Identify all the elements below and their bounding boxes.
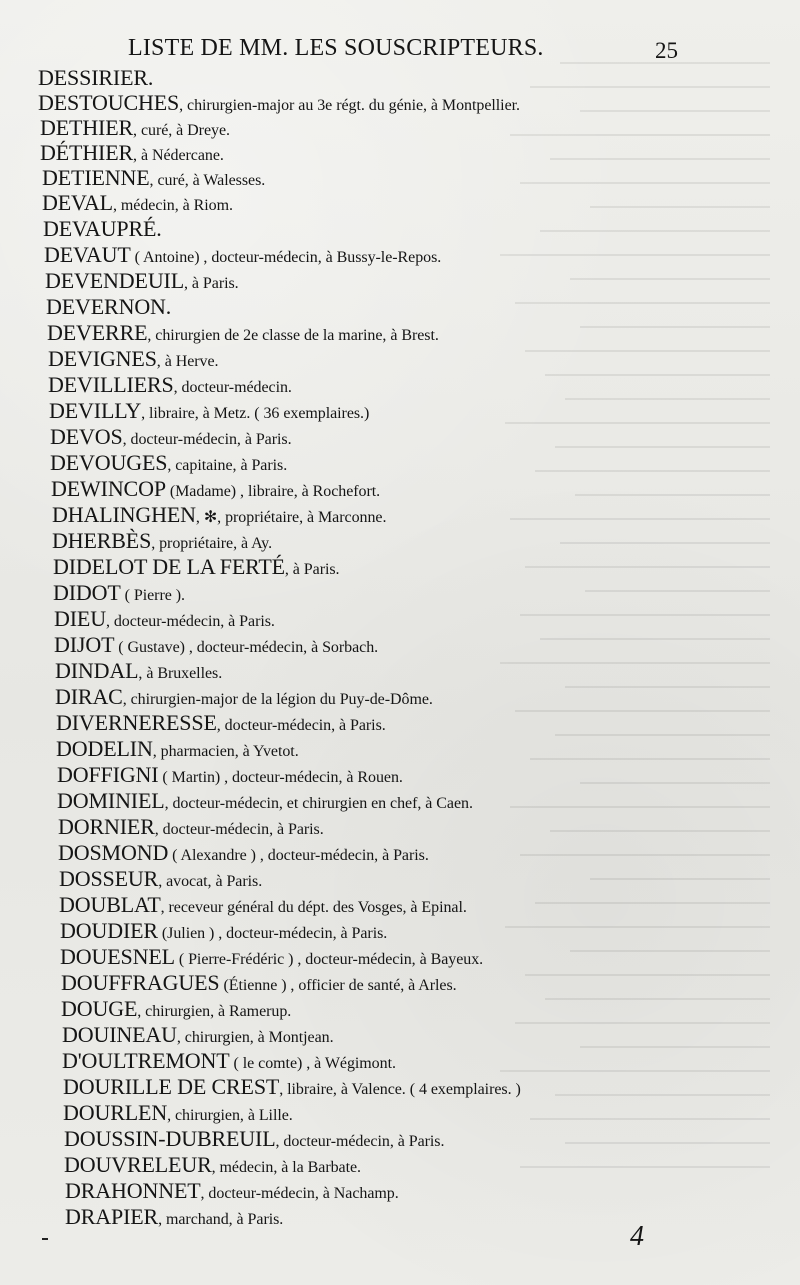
subscriber-name: DIJOT xyxy=(54,632,115,657)
subscriber-name: DOFFIGNI xyxy=(57,762,159,787)
subscriber-name: DOUFFRAGUES xyxy=(61,970,220,995)
subscriber-name: DESSIRIER. xyxy=(38,65,154,90)
subscriber-name: DOUSSIN-DUBREUIL xyxy=(64,1126,276,1151)
list-item xyxy=(61,996,292,1022)
list-item xyxy=(60,944,484,970)
subscriber-name: DOSMOND xyxy=(58,840,169,865)
list-item xyxy=(55,684,433,710)
subscriber-name: DEVIGNES xyxy=(48,346,157,371)
list-item xyxy=(54,606,275,632)
subscriber-name: DEVERNON. xyxy=(46,294,172,319)
list-item xyxy=(57,788,473,814)
list-item xyxy=(52,502,387,528)
subscriber-name: DEVILLIERS xyxy=(48,372,174,397)
subscriber-name: DEVENDEUIL xyxy=(45,268,185,293)
subscriber-name: DORNIER xyxy=(58,814,155,839)
subscriber-details: , chirurgien, à Montjean. xyxy=(176,1029,334,1046)
list-item xyxy=(49,398,370,424)
subscriber-name: DIDELOT DE LA FERTÉ xyxy=(53,554,285,579)
subscriber-details: , docteur-médecin. xyxy=(173,379,292,396)
subscriber-details: ( Antoine) , docteur-médecin, à Bussy-le-Repos. xyxy=(130,249,442,266)
subscriber-details: , à Paris. xyxy=(284,561,340,578)
subscriber-name: DOURLEN xyxy=(63,1100,168,1125)
list-item xyxy=(50,450,288,476)
list-item xyxy=(63,1100,293,1126)
subscriber-name: DINDAL xyxy=(55,658,139,683)
list-item xyxy=(64,1152,362,1178)
list-item xyxy=(51,476,381,502)
list-item xyxy=(58,840,429,866)
subscriber-name: DRAHONNET xyxy=(65,1178,201,1203)
list-item xyxy=(48,372,292,398)
subscriber-details: ( Pierre-Frédéric ) , docteur-médecin, à Bayeux. xyxy=(174,951,484,968)
subscriber-name: DOUDIER xyxy=(60,918,158,943)
list-item xyxy=(64,1126,445,1152)
page-header xyxy=(0,34,800,66)
subscriber-details: (Julien ) , docteur-médecin, à Paris. xyxy=(157,925,388,942)
subscriber-name: DEVOS xyxy=(50,424,123,449)
subscriber-name: DOUVRELEUR xyxy=(64,1152,212,1177)
list-item xyxy=(62,1048,396,1074)
list-item xyxy=(47,320,439,346)
list-item xyxy=(45,268,239,294)
list-item xyxy=(48,346,219,372)
subscriber-name: DHERBÈS xyxy=(52,528,152,553)
signature-mark: 4 xyxy=(630,1221,644,1252)
subscriber-name: DETHIER xyxy=(40,115,134,140)
list-item xyxy=(61,970,457,996)
subscriber-details: , docteur-médecin, et chirurgien en chef, à Caen. xyxy=(164,795,473,812)
subscriber-details: (Étienne ) , officier de santé, à Arles. xyxy=(219,977,457,994)
subscriber-name: DEWINCOP xyxy=(51,476,166,501)
subscriber-name: DEVOUGES xyxy=(50,450,168,475)
subscriber-details: , curé, à Dreye. xyxy=(133,122,230,139)
list-item xyxy=(60,918,388,944)
subscriber-details: , docteur-médecin, à Paris. xyxy=(216,717,386,734)
subscriber-details: ( Pierre ). xyxy=(120,587,185,604)
list-item xyxy=(62,1022,334,1048)
list-item xyxy=(65,1204,284,1230)
list-item xyxy=(65,1178,399,1204)
subscriber-details: , docteur-médecin, à Paris. xyxy=(105,613,275,630)
subscriber-details: ( Gustave) , docteur-médecin, à Sorbach. xyxy=(114,639,379,656)
list-item xyxy=(53,554,340,580)
subscriber-name: DIDOT xyxy=(53,580,121,605)
subscriber-details: , à Paris. xyxy=(184,275,239,292)
subscriber-details: , receveur général du dépt. des Vosges, à Epinal. xyxy=(160,899,467,916)
list-item xyxy=(38,90,520,116)
subscriber-name: DIRAC xyxy=(55,684,123,709)
subscriber-name: DEVILLY xyxy=(49,398,142,423)
list-item xyxy=(43,216,162,242)
list-item xyxy=(58,814,324,840)
subscriber-details: , pharmacien, à Yvetot. xyxy=(152,743,299,760)
subscriber-name: DETIENNE xyxy=(42,165,150,190)
subscriber-details: , marchand, à Paris. xyxy=(158,1211,284,1228)
subscriber-name: DOMINIEL xyxy=(57,788,165,813)
list-item xyxy=(40,115,230,141)
subscriber-details: , chirurgien de 2e classe de la marine, à Brest. xyxy=(147,327,439,344)
subscriber-details: , ✻, propriétaire, à Marconne. xyxy=(195,509,387,526)
subscriber-name: DEVAUT xyxy=(44,242,131,267)
subscriber-name: DRAPIER xyxy=(65,1204,159,1229)
list-item xyxy=(40,140,224,166)
list-item xyxy=(46,294,172,320)
subscriber-name: DIEU xyxy=(54,606,106,631)
list-item xyxy=(53,580,185,606)
list-item xyxy=(55,658,223,684)
subscriber-name: DODELIN xyxy=(56,736,153,761)
subscriber-name: DIVERNERESSE xyxy=(56,710,217,735)
subscriber-details: , chirurgien, à Ramerup. xyxy=(137,1003,292,1020)
subscriber-name: DESTOUCHES xyxy=(38,90,180,115)
subscriber-details: ( Martin) , docteur-médecin, à Rouen. xyxy=(158,769,403,786)
subscriber-name: DEVERRE xyxy=(47,320,148,345)
subscriber-name: DÉTHIER xyxy=(40,140,134,165)
list-item xyxy=(59,866,263,892)
list-item xyxy=(63,1074,521,1100)
subscriber-details: , docteur-médecin, à Paris. xyxy=(154,821,324,838)
list-item xyxy=(57,762,403,788)
list-item xyxy=(56,710,386,736)
print-mark xyxy=(42,1238,48,1240)
subscriber-name: DEVAUPRÉ. xyxy=(43,216,162,241)
list-item xyxy=(50,424,292,450)
subscriber-details: ( le comte) , à Wégimont. xyxy=(229,1055,396,1072)
subscriber-details: , libraire, à Valence. ( 4 exemplaires. ) xyxy=(279,1081,521,1098)
list-item xyxy=(59,892,467,918)
list-item xyxy=(38,65,154,91)
subscriber-details: , capitaine, à Paris. xyxy=(167,457,288,474)
subscriber-details: , médecin, à la Barbate. xyxy=(211,1159,362,1176)
subscriber-name: DOURILLE DE CREST xyxy=(63,1074,280,1099)
list-item xyxy=(54,632,379,658)
subscriber-name: DOUGE xyxy=(61,996,138,1021)
bleed-through-text xyxy=(470,62,770,1192)
list-item xyxy=(52,528,273,554)
page-number: 25 xyxy=(655,38,678,63)
subscriber-details: , chirurgien-major au 3e régt. du génie, à Montpellier. xyxy=(179,97,520,114)
list-item xyxy=(42,165,266,191)
list-item xyxy=(56,736,299,762)
list-item xyxy=(44,242,442,268)
page-title: LISTE DE MM. LES SOUSCRIPTEURS. xyxy=(128,35,544,61)
subscriber-name: D'OULTREMONT xyxy=(62,1048,230,1073)
subscriber-name: DEVAL xyxy=(42,190,113,215)
subscriber-details: , docteur-médecin, à Nachamp. xyxy=(200,1185,399,1202)
subscriber-details: , à Bruxelles. xyxy=(138,665,223,682)
list-item xyxy=(42,190,233,216)
subscriber-details: , docteur-médecin, à Paris. xyxy=(275,1133,445,1150)
subscriber-details: (Madame) , libraire, à Rochefort. xyxy=(165,483,381,500)
subscriber-details: , à Nédercane. xyxy=(133,147,224,164)
subscriber-name: DOSSEUR xyxy=(59,866,159,891)
subscriber-details: , propriétaire, à Ay. xyxy=(151,535,273,552)
subscriber-details: , chirurgien, à Lille. xyxy=(167,1107,293,1124)
subscriber-details: , libraire, à Metz. ( 36 exemplaires.) xyxy=(141,405,370,422)
subscriber-details: , avocat, à Paris. xyxy=(158,873,263,890)
subscriber-details: , chirurgien-major de la légion du Puy-de-Dôme. xyxy=(122,691,433,708)
subscriber-details: , curé, à Walesses. xyxy=(149,172,266,189)
subscriber-name: DOUBLAT xyxy=(59,892,161,917)
subscriber-details: , docteur-médecin, à Paris. xyxy=(122,431,292,448)
subscriber-details: , à Herve. xyxy=(156,353,219,370)
subscriber-name: DHALINGHEN xyxy=(52,502,196,527)
subscriber-details: , médecin, à Riom. xyxy=(112,197,233,214)
subscriber-name: DOUESNEL xyxy=(60,944,175,969)
subscriber-details: ( Alexandre ) , docteur-médecin, à Paris. xyxy=(168,847,429,864)
subscriber-name: DOUINEAU xyxy=(62,1022,177,1047)
